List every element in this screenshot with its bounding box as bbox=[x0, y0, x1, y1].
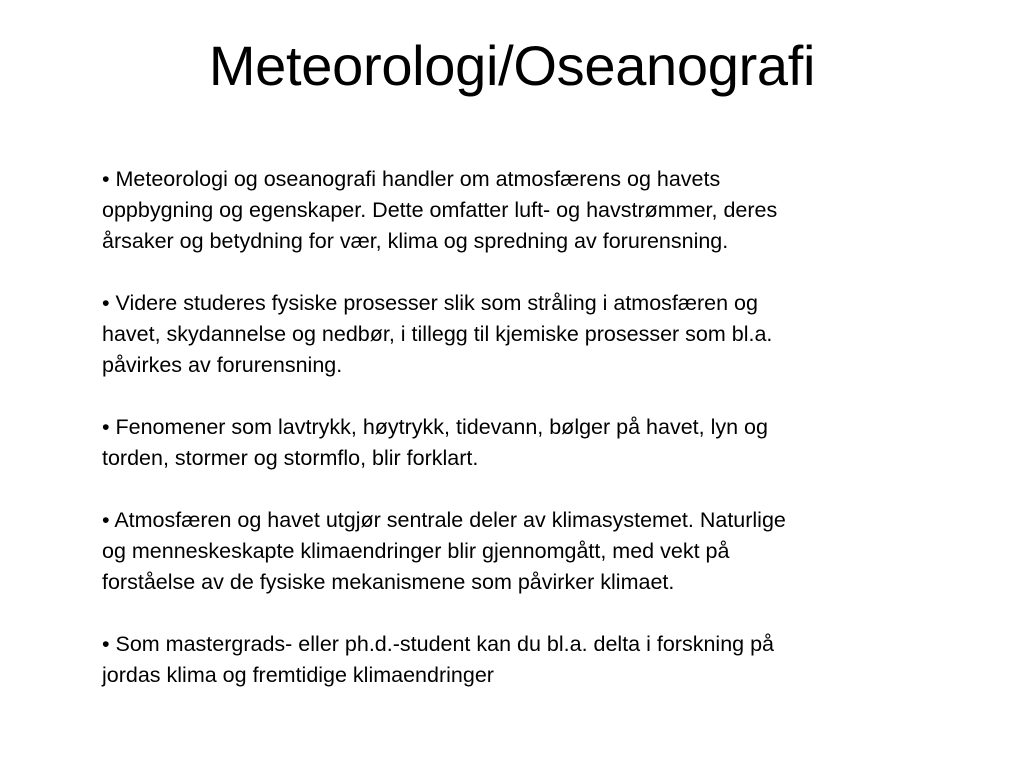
slide-title: Meteorologi/Oseanografi bbox=[208, 34, 816, 97]
bullet-line: havet, skydannelse og nedbør, i tillegg til kjemiske prosesser som bl.a. bbox=[102, 322, 773, 346]
bullet-line: • Som mastergrads- eller ph.d.-student kan du bl.a. delta i forskning på bbox=[102, 632, 774, 656]
bullet-list bbox=[102, 164, 932, 722]
bullet-line: • Fenomener som lavtrykk, høytrykk, tidevann, bølger på havet, lyn og bbox=[102, 415, 768, 439]
bullet-line: påvirkes av forurensning. bbox=[102, 353, 343, 377]
bullet-line: • Meteorologi og oseanografi handler om atmosfærens og havets bbox=[102, 167, 721, 191]
bullet-line: torden, stormer og stormflo, blir forklart. bbox=[102, 446, 479, 470]
bullet-line: • Videre studeres fysiske prosesser slik som stråling i atmosfæren og bbox=[102, 291, 758, 315]
bullet-line: forståelse av de fysiske mekanismene som påvirker klimaet. bbox=[102, 570, 675, 594]
bullet-item bbox=[102, 505, 932, 598]
bullet-line: årsaker og betydning for vær, klima og spredning av forurensning. bbox=[102, 229, 729, 253]
bullet-item bbox=[102, 164, 932, 257]
bullet-item bbox=[102, 288, 932, 381]
bullet-item bbox=[102, 629, 932, 691]
bullet-line: og menneskeskapte klimaendringer blir gjennomgått, med vekt på bbox=[102, 539, 730, 563]
bullet-line: oppbygning og egenskaper. Dette omfatter luft- og havstrømmer, deres bbox=[102, 198, 778, 222]
bullet-line: • Atmosfæren og havet utgjør sentrale deler av klimasystemet. Naturlige bbox=[102, 508, 786, 532]
bullet-item bbox=[102, 412, 932, 474]
bullet-line: jordas klima og fremtidige klimaendringer bbox=[102, 663, 494, 687]
